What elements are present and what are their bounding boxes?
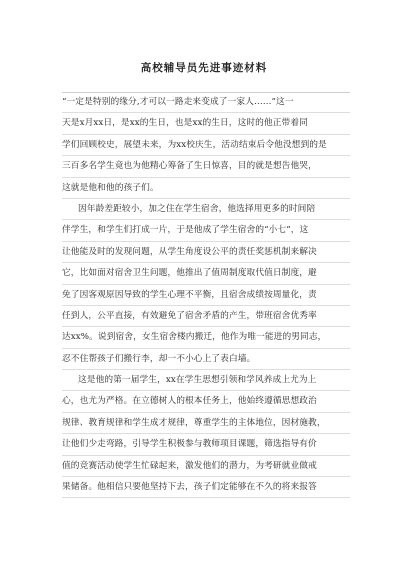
text-line: 值的竞赛活动使学生忙碌起来，激发他们的潜力，为考研就业做戒 — [62, 456, 350, 477]
text-line: 果储备。他相信只要他坚持下去，孩子们定能够在不久的将来报答 — [62, 477, 350, 498]
text-line: 三百多名学生竟也为他精心筹备了生日惊喜，目的就是想告他哭， — [62, 156, 350, 177]
text-line: 这就是他和他的孩子们。 — [62, 178, 350, 199]
document-body — [62, 92, 350, 498]
document-title: 高校辅导员先进事迹材料 — [140, 62, 268, 74]
text-line: 任到人，公平直接，有效避免了宿舍矛盾的产生，带班宿舍优秀率 — [62, 306, 350, 327]
text-line: 达xx%。说到宿舍，女生宿舍楼内搬迁，他作为唯一能进的男同志， — [62, 327, 350, 348]
text-line: 让他们少走弯路，引导学生积极参与教师项目课题，筛选指导有价 — [62, 434, 350, 455]
text-line: 忍不住帮孩子们搬行李，却一不小心上了表白墙。 — [62, 349, 350, 370]
text-line: 它，比如面对宿舍卫生问题，他推出了值周制度取代值日制度，避 — [62, 263, 350, 284]
text-line: 规律、教育规律和学生成才规律，尊重学生的主体地位，因材施教， — [62, 413, 350, 434]
text-line: 伴学生，和学生们打成一片，于是他成了学生宿舍的“小七”，这 — [62, 220, 350, 241]
text-line: 心，也尤为严格。在立德树人的根本任务上，他始终遵循思想政治 — [62, 391, 350, 412]
text-line: 学们回顾校史，展望未来，为xx校庆生，活动结束后令他没想到的是 — [62, 135, 350, 156]
text-line: 这是他的第一届学生，xx在学生思想引领和学风养成上尤为上 — [62, 370, 350, 391]
text-line: 免了因客观原因导致的学生心理不平衡，且宿舍成绩按周量化，责 — [62, 285, 350, 306]
text-line: 因年龄差距较小，加之住在学生宿舍，他选择用更多的时间陪 — [62, 199, 350, 220]
text-line: “一定是特别的缘分,才可以一路走来变成了一家人……”这一 — [62, 92, 350, 113]
text-line: 天是x月xx日，是xx的生日，也是xx的生日，这时的他正带着同 — [62, 113, 350, 134]
text-line: 让他能及时的发现问题，从学生角度设公平的责任奖惩机制来解决 — [62, 242, 350, 263]
